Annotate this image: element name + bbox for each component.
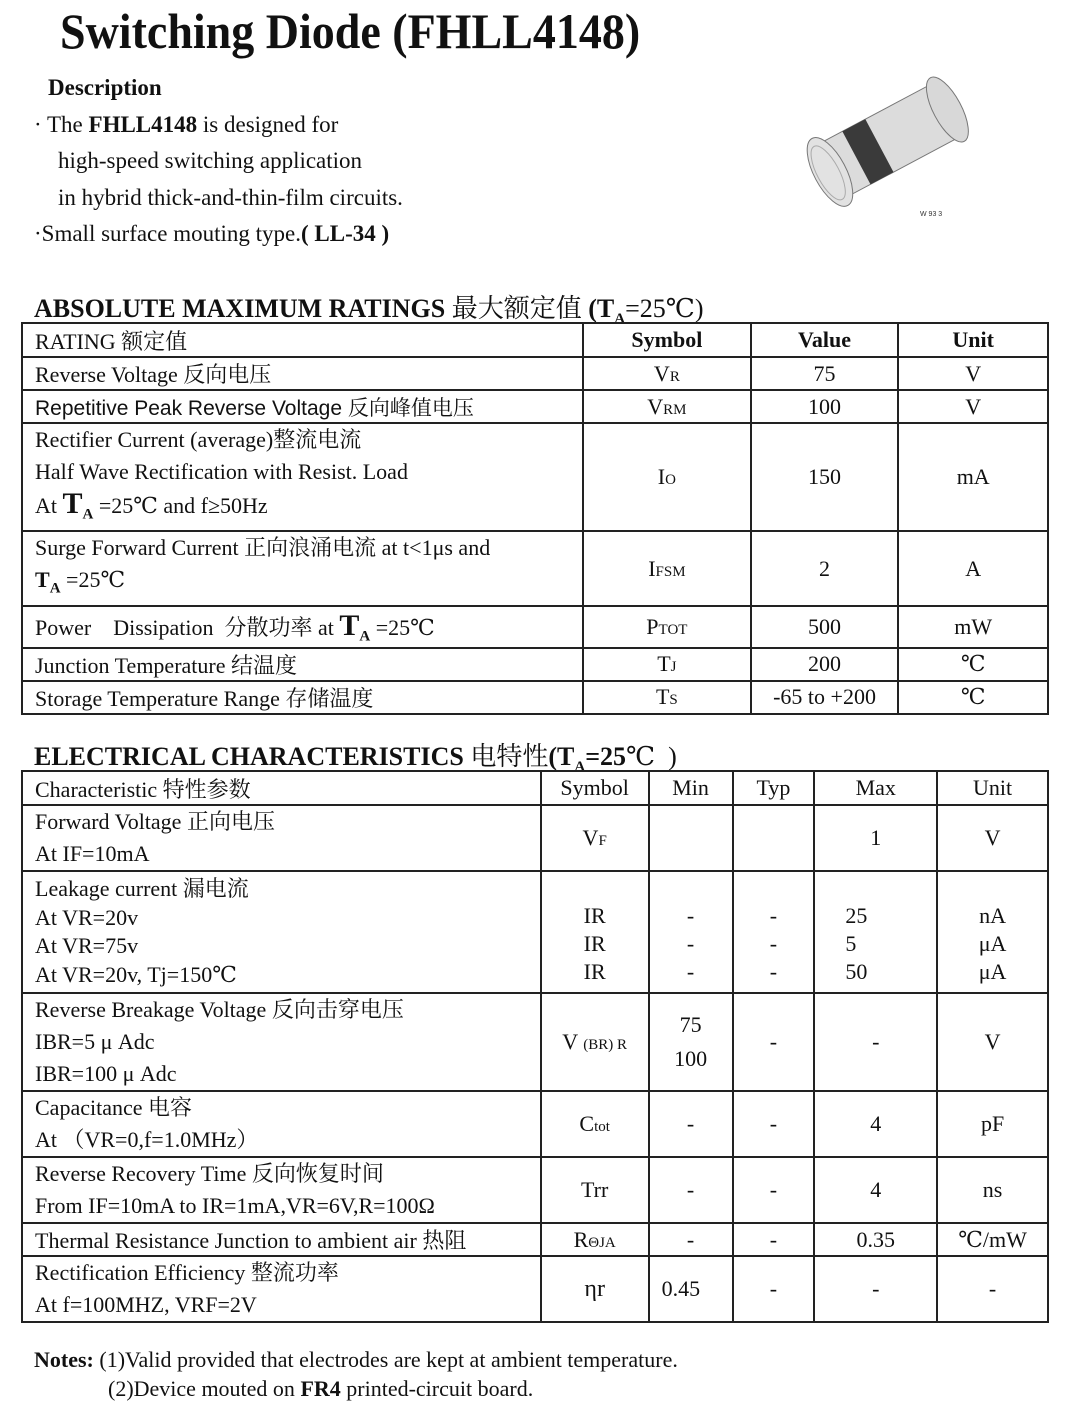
sym: IR [583,959,606,984]
value: 2 [751,531,899,605]
val: 100 [674,1046,708,1071]
value: 150 [751,423,899,531]
typ: - [733,993,815,1091]
value: 75 [751,357,899,390]
ta: T [35,567,50,593]
char-line: At VR=20v, Tj=150℃ [35,962,237,987]
characteristic [22,1157,541,1223]
unit: pF [937,1091,1048,1157]
text: ·Small surface mouting type. [34,221,301,246]
max: 4 [814,1091,937,1157]
sym: V [647,393,664,419]
unit: V [937,805,1048,871]
cond: (T [548,742,575,771]
symbol: Trr [541,1157,649,1223]
ta: T [62,487,83,520]
sym: I [657,464,666,490]
col-max: Max [814,771,937,805]
text: At [35,493,57,518]
title-cn: 最大额定值 [451,294,582,323]
col-typ: Typ [733,771,815,805]
description-heading: Description [48,75,162,100]
symbol: ηr [541,1256,649,1322]
ta-sub: A [49,580,61,597]
title-en: ELECTRICAL CHARACTERISTICS [34,742,464,771]
value: 100 [751,390,899,423]
max [814,871,937,993]
symbol [583,423,751,531]
min [649,871,733,993]
symbol [541,1223,649,1256]
table-header [22,323,1048,357]
table-row [22,805,1048,871]
sym: IR [583,903,606,928]
col-characteristic: Characteristic 特性参数 [22,771,541,805]
val: - [769,931,778,956]
max: - [814,993,937,1091]
sym-sub: RM [663,401,687,418]
note-text: (2)Device mouted on [108,1376,301,1401]
absolute-max-table [21,322,1049,715]
symbol [541,871,649,993]
package-type: ( LL-34 ) [301,221,390,246]
table-row [22,648,1048,681]
sym-sub: S [669,692,678,709]
table-row [22,606,1048,648]
rating [22,423,583,531]
rating: Storage Temperature Range 存储温度 [22,681,583,714]
char-line: Forward Voltage 正向电压 [35,809,275,834]
table-row [22,531,1048,605]
unit: ℃ [898,681,1048,714]
unit: V [898,390,1048,423]
characteristic [22,993,541,1091]
val: - [686,903,695,928]
min: - [649,1223,733,1256]
unit: mW [898,606,1048,648]
cond-sub: A [574,759,586,776]
description-line-4 [34,216,403,253]
symbol [541,1091,649,1157]
rating: Reverse Voltage 反向电压 [22,357,583,390]
val: - [769,959,778,984]
char-line: IBR=100 μ Adc [35,1061,177,1086]
val: μA [978,931,1007,956]
char-line: Capacitance 电容 [35,1095,192,1120]
sym: R [573,1226,589,1252]
symbol [541,993,649,1091]
text: Power Dissipation 分散功率 at [35,614,340,640]
title-en: ABSOLUTE MAXIMUM RATINGS [34,294,446,323]
note-text: (1)Valid provided that electrodes are kept at ambient temperature. [99,1347,678,1372]
symbol [583,681,751,714]
col-symbol: Symbol [583,323,751,357]
char-line: From IF=10mA to IR=1mA,VR=6V,R=100Ω [35,1193,435,1218]
notes-label: Notes: [34,1347,94,1372]
ta-sub: A [359,627,371,644]
rating-line: Surge Forward Current 正向浪涌电流 at t<1μs and [35,535,491,561]
col-min: Min [649,771,733,805]
description-line-1 [34,107,403,144]
cond-sub: A [614,311,626,328]
char-line: Leakage current 漏电流 [35,876,249,901]
val: μA [978,959,1007,984]
sym-sub: TOT [658,621,688,638]
col-symbol: Symbol [541,771,649,805]
val: 25 [845,903,868,928]
typ: - [733,1223,815,1256]
sym: V [582,825,599,850]
unit: V [898,357,1048,390]
sym-sub: (BR) R [583,1037,628,1053]
text: =25℃ [370,614,435,640]
typ: - [733,1091,815,1157]
val: 50 [845,959,868,984]
unit: A [898,531,1048,605]
title-cn: 电特性 [470,742,549,771]
note-text: printed-circuit board. [340,1376,534,1401]
char-line: Reverse Recovery Time 反向恢复时间 [35,1161,384,1186]
val: - [686,959,695,984]
rating-line [35,488,570,530]
char-line: Rectification Efficiency 整流功率 [35,1260,339,1285]
characteristic [22,1091,541,1157]
rating [22,531,583,605]
sym: I [648,555,656,581]
val: - [686,931,695,956]
note-2 [34,1374,678,1403]
min [649,805,733,871]
sym-sub: J [670,659,677,676]
description-line-3: in hybrid thick-and-thin-film circuits. [58,184,403,210]
sym-sub: FSM [655,563,686,580]
rating-line: Half Wave Rectification with Resist. Load [35,459,408,484]
ta-sub: A [82,506,94,523]
max: 4 [814,1157,937,1223]
rating-line: Rectifier Current (average)整流电流 [35,427,362,452]
characteristic [22,1256,541,1322]
rating: Repetitive Peak Reverse Voltage 反向峰值电压 [22,390,583,423]
table-row [22,423,1048,531]
electrical-table [21,770,1049,1323]
characteristic [22,805,541,871]
value: 500 [751,606,899,648]
max: 1 [814,805,937,871]
sym: V [562,1029,578,1054]
value: 200 [751,648,899,681]
symbol [583,606,751,648]
char-line: At （VR=0,f=1.0MHz） [35,1127,259,1152]
rating: Junction Temperature 结温度 [22,648,583,681]
table-row [22,357,1048,390]
typ [733,805,815,871]
sym: IR [583,931,606,956]
sym: T [657,651,671,677]
rating [22,606,583,648]
col-unit: Unit [937,771,1048,805]
table-header [22,771,1048,805]
unit [937,871,1048,993]
typ: - [733,1157,815,1223]
symbol [583,531,751,605]
typ [733,871,815,993]
symbol [583,648,751,681]
sym: V [653,360,670,386]
val: nA [979,903,1006,928]
table-row [22,681,1048,714]
part-number: FHLL4148 [88,111,198,137]
unit: ℃ [898,648,1048,681]
table-row [22,1091,1048,1157]
description-line-2: high-speed switching application [58,148,363,173]
col-unit: Unit [898,323,1048,357]
description-block [34,70,403,253]
val: - [769,903,778,928]
char-line: Reverse Breakage Voltage 反向击穿电压 [35,997,404,1022]
unit: ns [937,1157,1048,1223]
ta: T [339,608,360,642]
val: 75 [679,1012,702,1037]
text: is designed for [197,111,339,137]
rating-line [35,564,570,604]
min [649,993,733,1091]
char-line: At IF=10mA [35,841,150,866]
typ: - [733,1256,815,1322]
min: - [649,1091,733,1157]
symbol [541,805,649,871]
table-row [22,1157,1048,1223]
text: =25℃ and f≥50Hz [98,493,268,518]
note-1 [34,1345,678,1374]
sym-sub: ΘJA [588,1234,616,1251]
table-row [22,1256,1048,1322]
sym-sub: O [665,472,676,489]
unit: V [937,993,1048,1091]
cond: (T [588,294,615,323]
sym-sub: tot [594,1119,610,1135]
max: - [814,1256,937,1322]
table-row [22,993,1048,1091]
value: -65 to +200 [751,681,899,714]
unit: ℃/mW [937,1223,1048,1256]
package-caption: W 93 3 [920,211,943,218]
sym-sub: R [669,368,680,385]
max: 0.35 [814,1223,937,1256]
sym-sub: F [598,833,607,849]
diode-package-icon [790,60,990,220]
sym: C [579,1111,595,1136]
symbol [583,357,751,390]
cond: =25 [585,742,627,771]
char-line: At VR=20v [35,905,139,930]
characteristic: Thermal Resistance Junction to ambient air 热阻 [22,1223,541,1256]
characteristic [22,871,541,993]
text: =25℃ [60,567,126,593]
sym: P [646,613,659,639]
unit: mA [898,423,1048,531]
note-bold: FR4 [300,1376,341,1401]
char-line: At VR=75v [35,933,139,958]
cond: =25℃) [625,294,704,323]
col-rating: RATING 额定值 [22,323,583,357]
text: · The [34,111,89,137]
char-line: IBR=5 μ Adc [35,1029,155,1054]
page-title: Switching Diode (FHLL4148) [60,3,641,59]
val: 5 [845,931,857,956]
table-row [22,871,1048,993]
char-line: At f=100MHZ, VRF=2V [35,1292,257,1317]
table-row [22,1223,1048,1256]
min: - [649,1157,733,1223]
notes [34,1345,678,1403]
sym: T [655,684,670,710]
unit: - [937,1256,1048,1322]
col-value: Value [751,323,899,357]
symbol [583,390,751,423]
table-row [22,390,1048,423]
cond: ℃ ) [626,742,677,771]
min: 0.45 [649,1256,733,1322]
